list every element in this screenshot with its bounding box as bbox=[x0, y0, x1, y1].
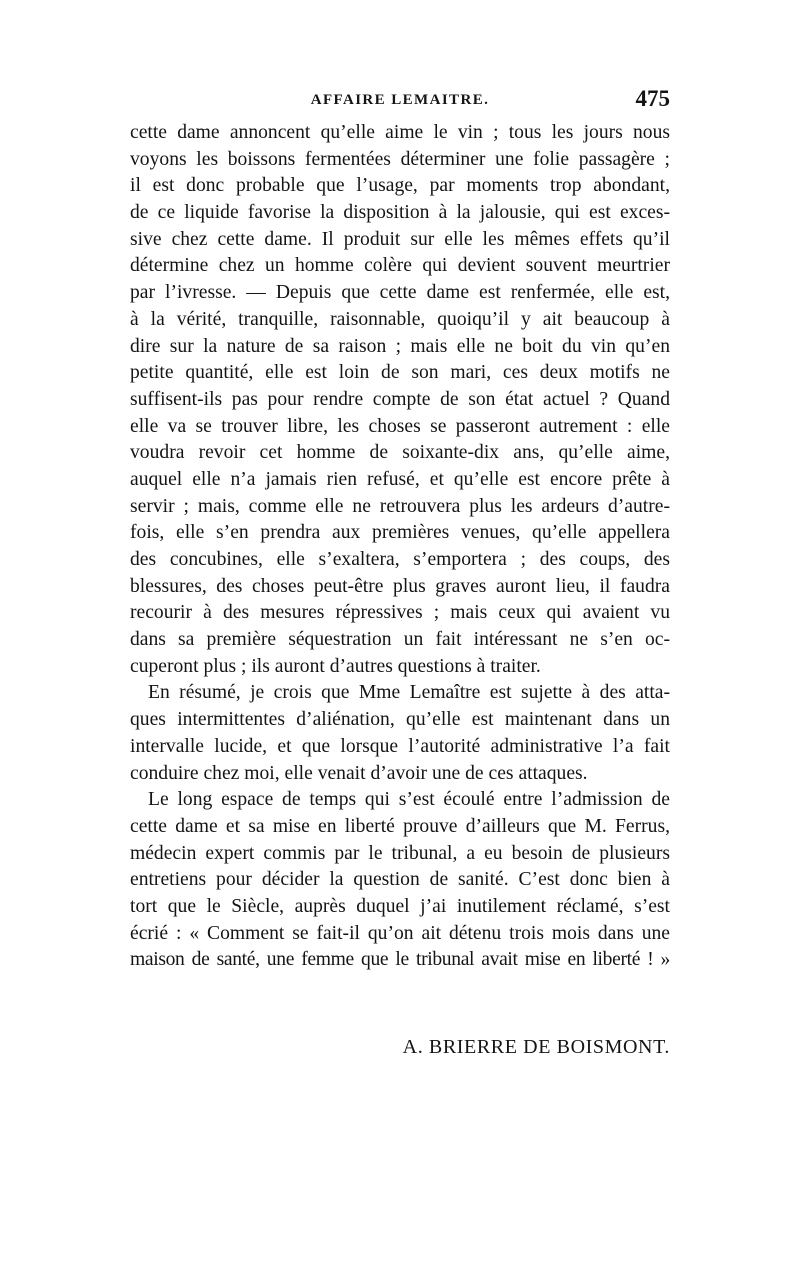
author-signature: A. BRIERRE DE BOISMONT. bbox=[402, 1036, 670, 1058]
page-number: 475 bbox=[635, 86, 670, 111]
text-line: cette dame annoncent qu’elle aime le vin ; tous les jours nous bbox=[130, 122, 670, 143]
text-line: servir ; mais, comme elle ne retrouvera plus les ardeurs d’autre- bbox=[130, 495, 670, 517]
text-line: cette dame et sa mise en liberté prouve d’ailleurs que M. Ferrus, bbox=[130, 815, 670, 837]
text-line: voyons les boissons fermentées déterminer une folie passagère ; bbox=[130, 148, 670, 170]
text-line: elle va se trouver libre, les choses se passeront autrement : elle bbox=[130, 415, 670, 437]
text-line: des concubines, elle s’exaltera, s’emportera ; des coups, des bbox=[130, 549, 670, 570]
text-line: dans sa première séquestration un fait intéressant ne s’en oc- bbox=[130, 629, 670, 651]
text-line: Le long espace de temps qui s’est écoulé entre l’admission de bbox=[148, 789, 670, 811]
running-title: AFFAIRE LEMAITRE. bbox=[310, 92, 490, 108]
text-line: à la vérité, tranquille, raisonnable, quoiqu’il y ait beaucoup à bbox=[130, 308, 670, 330]
text-line: écrié : « Comment se fait-il qu’on ait détenu trois mois dans une bbox=[130, 922, 670, 944]
text-line: conduire chez moi, elle venait d’avoir une de ces attaques. bbox=[130, 762, 588, 784]
text-line: voudra revoir cet homme de soixante-dix ans, qu’elle aime, bbox=[130, 442, 670, 464]
text-line: ques intermittentes d’aliénation, qu’elle est maintenant dans un bbox=[130, 709, 670, 731]
text-line: blessures, des choses peut-être plus graves auront lieu, il faudra bbox=[130, 575, 670, 597]
text-line: intervalle lucide, et que lorsque l’autorité administrative l’a fait bbox=[130, 735, 670, 757]
paragraph-2 bbox=[130, 680, 670, 787]
paragraph-1 bbox=[130, 120, 670, 680]
text-line: petite quantité, elle est loin de son mari, ces deux motifs ne bbox=[130, 362, 670, 384]
text-line: détermine chez un homme colère qui devient souvent meurtrier bbox=[130, 255, 670, 277]
text-line: suffisent-ils pas pour rendre compte de son état actuel ? Quand bbox=[130, 388, 670, 410]
text-line: sive chez cette dame. Il produit sur elle les mêmes effets qu’il bbox=[130, 228, 670, 250]
text-line: maison de santé, une femme que le tribunal avait mise en liberté ! » bbox=[130, 949, 670, 971]
text-line: médecin expert commis par le tribunal, a eu besoin de plusieurs bbox=[130, 842, 670, 864]
text-line: En résumé, je crois que Mme Lemaître est sujette à des atta- bbox=[148, 682, 670, 704]
text-line: par l’ivresse. — Depuis que cette dame est renfermée, elle est, bbox=[130, 282, 670, 304]
text-line: de ce liquide favorise la disposition à la jalousie, qui est exces- bbox=[130, 202, 670, 224]
text-line: auquel elle n’a jamais rien refusé, et qu’elle est encore prête à bbox=[130, 468, 670, 490]
text-line: fois, elle s’en prendra aux premières venues, qu’elle appellera bbox=[130, 522, 670, 544]
text-line: il est donc probable que l’usage, par moments trop abondant, bbox=[130, 175, 670, 197]
text-line: tort que le Siècle, auprès duquel j’ai inutilement réclamé, s’est bbox=[130, 895, 670, 917]
paragraph-3 bbox=[130, 787, 670, 974]
page-header bbox=[130, 86, 670, 118]
text-line: cuperont plus ; ils auront d’autres questions à traiter. bbox=[130, 655, 541, 677]
text-line: recourir à des mesures répressives ; mais ceux qui avaient vu bbox=[130, 602, 670, 624]
text-line: dire sur la nature de sa raison ; mais elle ne boit du vin qu’en bbox=[130, 335, 670, 357]
text-line: entretiens pour décider la question de sanité. C’est donc bien à bbox=[130, 869, 670, 891]
body-text bbox=[130, 120, 670, 974]
